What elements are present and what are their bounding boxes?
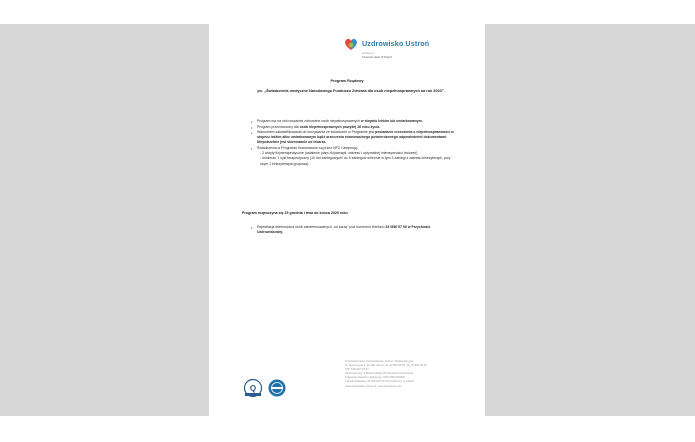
document-subtitle: pn. „Świadczenia medyczne Narodowego Funduszu Zdrowia dla osób niepełnosprawnych na rok 2020”. (257, 89, 445, 93)
list-item (251, 145, 455, 167)
footer-line: Sąd Rejonowy w Bielsku-Białej VIII Wydział Gospodarczy (345, 372, 414, 376)
list-item-text: Warunkiem zakwalifikowania do korzystania ze świadczeń w Programie jest (257, 130, 376, 134)
footer-line: Krajowego Rejestru Sądowego, KRS 0000152599 (345, 376, 405, 380)
list-item-text: Program przeznaczony dla (257, 124, 300, 129)
footer-line: ul. Sanatoryjna 1, 43-450 Ustroń, tel. 33 856 56 50, fax 33 854 38 25 (345, 364, 427, 368)
logo-tagline: member of (362, 52, 374, 55)
bullet-icon: • (251, 130, 253, 135)
list-item (251, 124, 455, 130)
service-subline: - 2 wizyty fizjoterapeutyczne (ustalenie planu fizjoterapii, zakresu i optymalnej intensywności ćwiczeń) (260, 151, 418, 156)
list-item-bold: osób niepełnosprawnych powyżej 16 roku życia. (299, 124, 381, 129)
iso-certificate-icon (267, 378, 287, 398)
program-dates: Program rozpoczyna się 15 grudnia i trwa do końca 2020 roku (242, 211, 348, 215)
registration-list (251, 225, 455, 235)
document-page (209, 24, 485, 416)
list-item (251, 130, 455, 146)
footer-line: NIP: 548-007-70-72 (345, 368, 369, 372)
bullet-icon: • (251, 124, 253, 130)
quality-certificate-icon (243, 378, 263, 398)
list-item-bold: posiadanie orzeczenia o niepełnosprawności w stopniu lekkim albo umiarkowanym bądź orzeczenia równoważnego potwierdzonego odpowiednimi dokumentami. Niepotrzebne jest skierowanie od lekarza. (257, 130, 454, 145)
logo-heart-icon (343, 36, 359, 52)
list-item (251, 119, 455, 124)
footer-line: www.uzdrowisko-ustron.pl, www.ahpustron.com (345, 384, 402, 388)
footer-line: Przedsiębiorstwo Uzdrowiskowe „Ustroń” Spółka Akcyjna (345, 360, 413, 363)
company-footer (345, 360, 479, 389)
list-item (251, 225, 455, 235)
bullet-icon: • (251, 225, 253, 230)
svg-text:Q: Q (249, 384, 257, 393)
program-details-list (251, 119, 455, 167)
registration-phone: 33 /856 57 90 w Przychodni Uzdrowiskowej. (257, 225, 431, 235)
footer-line: Kapitał zakładowy 30 300 000,00 PLN wpłacony w całości (345, 380, 415, 384)
logo-parent: American Heart of Poland (362, 56, 392, 59)
document-title: Program Rządowy (330, 79, 364, 83)
list-item-text: Program ma na celu wsparcie zdrowotne osób niepełnosprawnych (257, 119, 361, 123)
company-logo (343, 36, 473, 68)
service-subline: - minimum 1 cykl terapeutyczny (10 dni zabiegowych/ do 5 zabiegów dziennie w tym 3 zabiegi z zakresu kinezyterapii, przy czym 1 kinezyterapia grupowa). (260, 156, 451, 166)
logo-name: Uzdrowisko Ustroń (362, 39, 430, 48)
bullet-icon: • (251, 119, 253, 124)
list-item-bold: w stopniu lekkim lub umiarkowanym. (360, 119, 423, 123)
bullet-icon: • (251, 145, 253, 151)
list-item-text: Świadczenia w Programie finansowane są przez NFZ i obejmują: (257, 145, 358, 150)
registration-text: Rejestracja telefoniczna osób zainteresowanych „od zaraz” pod numerem telefonu (257, 225, 386, 229)
